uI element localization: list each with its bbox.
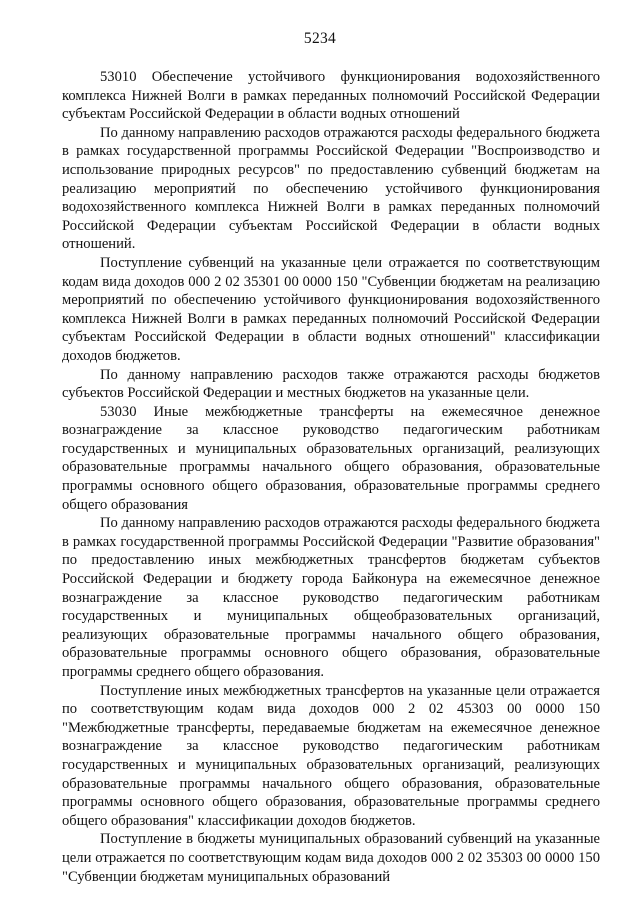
paragraph-53030-heading: 53030 Иные межбюджетные трансферты на ежемесячное денежное вознаграждение за классное руководство педагогическим работникам государственных и муниципальных образовательных организаций, реализующих образовательные программы начального общего образования, образовательные программы основного общего образования, образовательные программы среднего общего образования: [62, 403, 600, 513]
paragraph-53030-expenses: По данному направлению расходов отражаются расходы федерального бюджета в рамках государственной программы Российской Федерации "Развитие образования" по предоставлению иных межбюджетных трансфертов бюджетам субъектов Российской Федерации и бюджету города Байконура на ежемесячное денежное вознаграждение за классное руководство педагогическим работникам государственных и муниципальных общеобразовательных организаций, реализующих образовательные программы начального общего образования, образовательные программы основного общего образования, образовательные программы среднего общего образования.: [62, 515, 600, 680]
paragraph-53010-expenses: По данному направлению расходов отражаются расходы федерального бюджета в рамках государственной программы Российской Федерации "Воспроизводство и использование природных ресурсов" по предоставлению субвенций бюджетам на реализацию мероприятий по обеспечению устойчивого функционирования водохозяйственного комплекса Нижней Волги в рамках переданных полномочий Российской Федерации субъектам Российской Федерации в области водных отношений.: [62, 124, 600, 253]
page-number: 5234: [303, 30, 337, 47]
paragraph-53010-income-codes: Поступление субвенций на указанные цели отражается по соответствующим кодам вида доходов 000 2 02 35301 00 0000 150 "Субвенции бюджетам на реализацию мероприятий по обеспечению устойчивого функционирования водохозяйственного комплекса Нижней Волги в рамках переданных полномочий Российской Федерации субъектам Российской Федерации в области водных отношений" классификации доходов бюджетов.: [62, 254, 600, 364]
paragraph-53010-regional-expenses: По данному направлению расходов также отражаются расходы бюджетов субъектов Российской Федерации и местных бюджетов на указанные цели.: [62, 366, 600, 402]
paragraph-53030-income-codes: Поступление иных межбюджетных трансфертов на указанные цели отражается по соответствующим кодам вида доходов 000 2 02 45303 00 0000 150 "Межбюджетные трансферты, передаваемые бюджетам на ежемесячное денежное вознаграждение за классное руководство педагогическим работникам государственных и муниципальных образовательных организаций, реализующих образовательные программы начального общего образования, образовательные программы основного общего образования, образовательные программы среднего общего образования" классификации доходов бюджетов.: [62, 682, 600, 829]
paragraph-53030-municipal-income: Поступление в бюджеты муниципальных образований субвенций на указанные цели отражается по соответствующим кодам вида доходов 000 2 02 35303 00 0000 150 "Субвенции бюджетам муниципальных образований: [62, 831, 600, 885]
document-body: [62, 68, 600, 886]
paragraph-53010-heading: 53010 Обеспечение устойчивого функционирования водохозяйственного комплекса Нижней Волги в рамках переданных полномочий Российской Федерации субъектам Российской Федерации в области водных отношений: [62, 69, 600, 123]
